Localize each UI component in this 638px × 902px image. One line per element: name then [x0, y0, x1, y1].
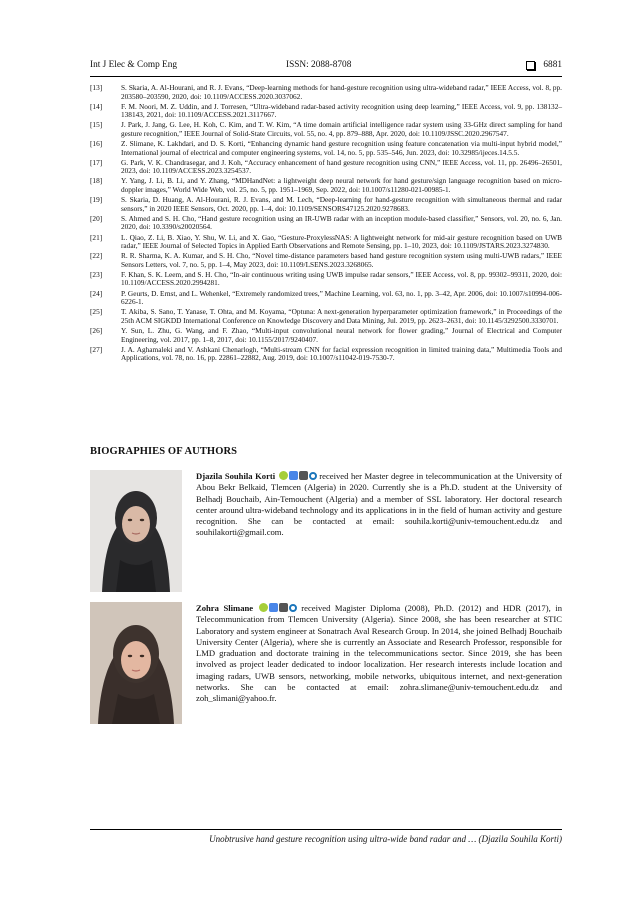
author-bio-korti	[196, 471, 562, 539]
page-number: 6881	[543, 60, 562, 70]
reference-text: Y. Yang, J. Li, B. Li, and Y. Zhang, “MDHandNet: a lightweight deep neural network for hand gesture/sign language recognition based on micro-doppler images,” World Wide Web, vol. 25, no. 5, pp. 1951–1969, Sep. 2022, doi: 10.1007/s11280-021-00985-1.	[121, 176, 562, 195]
reference-number: [22]	[90, 251, 103, 261]
reference-text: Y. Sun, L. Zhu, G. Wang, and F. Zhao, “Multi-input convolutional neural network for flower grading,” Journal of Electrical and Computer Engineering, vol. 2017, pp. 1–8, 2017, doi: 10.1155/2017/9240407.	[121, 325, 562, 344]
author-bio-text: received her Master degree in telecommunication at the University of Abou Bekr Belkaid, Tlemcen (Algeria) in 2020. Currently she is a Ph.D. student at the University of Belhadj Bouchaib, Ain-Temouchent (Algeria) and a member of SSL laboratory. Her doctoral research center around ultra-wideband technology and its applications in in the field of human activity and gesture recognition. She can be contacted at email: souhila.korti@univ-temouchent.edu.dz and souhilakorti@gmail.com.	[196, 471, 562, 538]
reference-item	[90, 215, 562, 232]
header-right	[526, 60, 562, 70]
reference-item	[90, 271, 562, 288]
checkbox-square-icon	[526, 61, 535, 70]
reference-text: S. Skaria, D. Huang, A. Al-Hourani, R. J. Evans, and M. Lech, “Deep-learning for hand-gesture recognition with simultaneous thermal and radar sensors,” in 2020 IEEE Sensors, Oct. 2020, pp. 1–4, doi: 10.1109/SENSORS47125.2020.9278683.	[121, 195, 562, 213]
reference-text: Z. Slimane, K. Lakhdari, and D. S. Korti, “Enhancing dynamic hand gesture recognition using feature concatenation via multi-input hybrid model,” International journal of electrical and computer engineering systems, vol. 14, no. 5, pp. 535–546, Jun. 2023, doi: 10.32985/ijeces.14.5.5.	[121, 139, 562, 157]
reference-item	[90, 196, 562, 213]
reference-number: [21]	[90, 232, 103, 242]
reference-text: P. Geurts, D. Ernst, and L. Wehenkel, “Extremely randomized trees,” Machine Learning, vol. 63, no. 1, pp. 3–42, Apr. 2006, doi: 10.1007/s10994-006-6226-1.	[121, 288, 562, 307]
reference-item	[90, 346, 562, 363]
reference-item	[90, 84, 562, 101]
author-name: Djazila Souhila Korti	[196, 471, 276, 481]
reference-number: [13]	[90, 83, 103, 92]
orcid-icon[interactable]	[279, 471, 288, 480]
reference-text: R. R. Sharma, K. A. Kumar, and S. H. Cho, “Novel time-distance parameters based hand gesture recognition system using multi-UWB radars,” IEEE Sensors Letters, vol. 7, no. 5, pp. 1–4, May 2023, doi: 10.1109/LSENS.2023.3268065.	[121, 251, 562, 269]
reference-text: S. Ahmed and S. H. Cho, “Hand gesture recognition using an IR-UWB radar with an inception module-based classifier,” Sensors, vol. 20, no. 6, Jan. 2020, doi: 10.3390/s20020564.	[121, 213, 562, 232]
reference-number: [26]	[90, 325, 103, 335]
reference-item	[90, 159, 562, 176]
author-name: Zohra Slimane	[196, 603, 254, 613]
reference-list	[90, 84, 562, 364]
reference-text: L. Qiao, Z. Li, B. Xiao, Y. Shu, W. Li, and X. Gao, “Gesture-ProxylessNAS: A lightweight network for mid-air gesture recognition based on UWB radar,” IEEE Journal of Selected Topics in Applied Earth Observations and Remote Sensing, pp. 1–10, 2023, doi: 10.1109/JSTARS.2023.3274830.	[121, 232, 562, 251]
journal-name: Int J Elec & Comp Eng	[90, 60, 178, 70]
reference-item	[90, 308, 562, 325]
reference-item	[90, 121, 562, 138]
reference-number: [27]	[90, 344, 103, 354]
reference-item	[90, 252, 562, 269]
reference-item	[90, 327, 562, 344]
reference-number: [15]	[90, 120, 103, 130]
reference-item	[90, 177, 562, 194]
reference-number: [17]	[90, 157, 103, 167]
author-photo-slimane	[90, 602, 182, 724]
reference-text: J. A. Aghamaleki and V. Ashkani Chenarlogh, “Multi-stream CNN for facial expression recognition in limited training data,” Multimedia Tools and Applications, vol. 78, no. 16, pp. 22861–22882, Aug. 2019, doi: 10.1007/s11042-019-7530-7.	[121, 344, 562, 363]
publons-icon[interactable]	[309, 472, 317, 480]
reference-item	[90, 103, 562, 120]
reference-item	[90, 234, 562, 251]
reference-text: T. Akiba, S. Sano, T. Yanase, T. Ohta, and M. Koyama, “Optuna: A next-generation hyperparameter optimization framework,” in Proceedings of the 25th ACM SIGKDD International Conference on Knowledge Discovery and Data Mining, Jul. 2019, pp. 2623–2631, doi: 10.1145/3292500.3330701.	[121, 307, 562, 325]
reference-number: [14]	[90, 101, 103, 111]
publons-icon[interactable]	[289, 604, 297, 612]
reference-number: [18]	[90, 176, 103, 186]
reference-text: G. Park, V. K. Chandrasegar, and J. Koh, “Accuracy enhancement of hand gesture recognition using CNN,” IEEE Access, vol. 11, pp. 26496–26501, 2023, doi: 10.1109/ACCESS.2023.3254537.	[121, 157, 562, 176]
reference-item	[90, 140, 562, 157]
scopus-icon[interactable]	[279, 603, 288, 612]
author-bio-slimane	[196, 603, 562, 705]
reference-number: [19]	[90, 195, 103, 205]
reference-number: [23]	[90, 269, 103, 279]
scopus-icon[interactable]	[299, 471, 308, 480]
reference-text: S. Skaria, A. Al-Hourani, and R. J. Evans, “Deep-learning methods for hand-gesture recognition using ultra-wideband radar,” IEEE Access, vol. 8, pp. 203580–203590, 2020, doi: 10.1109/ACCESS.2020.3037062.	[121, 83, 562, 101]
google-scholar-icon[interactable]	[269, 603, 278, 612]
reference-number: [20]	[90, 213, 103, 223]
page-footer: Unobtrusive hand gesture recognition using ultra-wide band radar and … (Djazila Souhila Korti)	[90, 829, 562, 844]
reference-item	[90, 290, 562, 307]
author-photo-korti	[90, 470, 182, 592]
reference-text: J. Park, J. Jang, G. Lee, H. Koh, C. Kim, and T. W. Kim, “A time domain artificial intelligence radar system using 33-GHz direct sampling for hand gesture recognition,” IEEE Journal of Solid-State Circuits, vol. 55, no. 4, pp. 879–888, Apr. 2020, doi: 10.1109/JSSC.2020.2967547.	[121, 120, 562, 138]
biographies-heading: BIOGRAPHIES OF AUTHORS	[90, 446, 238, 457]
google-scholar-icon[interactable]	[289, 471, 298, 480]
reference-number: [25]	[90, 307, 103, 317]
reference-text: F. Khan, S. K. Leem, and S. H. Cho, “In-air continuous writing using UWB impulse radar sensors,” IEEE Access, vol. 8, pp. 99302–99311, 2020, doi: 10.1109/ACCESS.2020.2994281.	[121, 269, 562, 288]
page-header	[90, 60, 562, 77]
reference-text: F. M. Noori, M. Z. Uddin, and J. Torresen, “Ultra-wideband radar-based activity recognition using deep learning,” IEEE Access, vol. 9, pp. 138132–138143, 2021, doi: 10.1109/ACCESS.2021.3117667.	[121, 101, 562, 120]
author-bio-text: received Magister Diploma (2008), Ph.D. (2012) and HDR (2017), in Telecommunication from Tlemcen University (Algeria). Since 2008, she has been researcher at STIC Laboratory and system engineer at Sonatrach Aval Research Group. In 2014, she joined Belhadj Bouchaib University Center (Algeria), where she is currently an Associate and Research Professor, responsible for LMD graduation and doctorate training in the telecommunications sector. Since 2019, she has been involved as project leader dedicated to indoor localization. Her research interests include location and imaging radars, UWB sensors, networking, mobile networks, ubiquitous internet, and next-generation networks. She can be contacted at email: zohra.slimane@univ-temouchent.edu.dz and zoh_slimani@yahoo.fr.	[196, 603, 562, 704]
reference-number: [24]	[90, 288, 103, 298]
issn: ISSN: 2088-8708	[286, 60, 352, 70]
orcid-icon[interactable]	[259, 603, 268, 612]
reference-number: [16]	[90, 139, 103, 149]
